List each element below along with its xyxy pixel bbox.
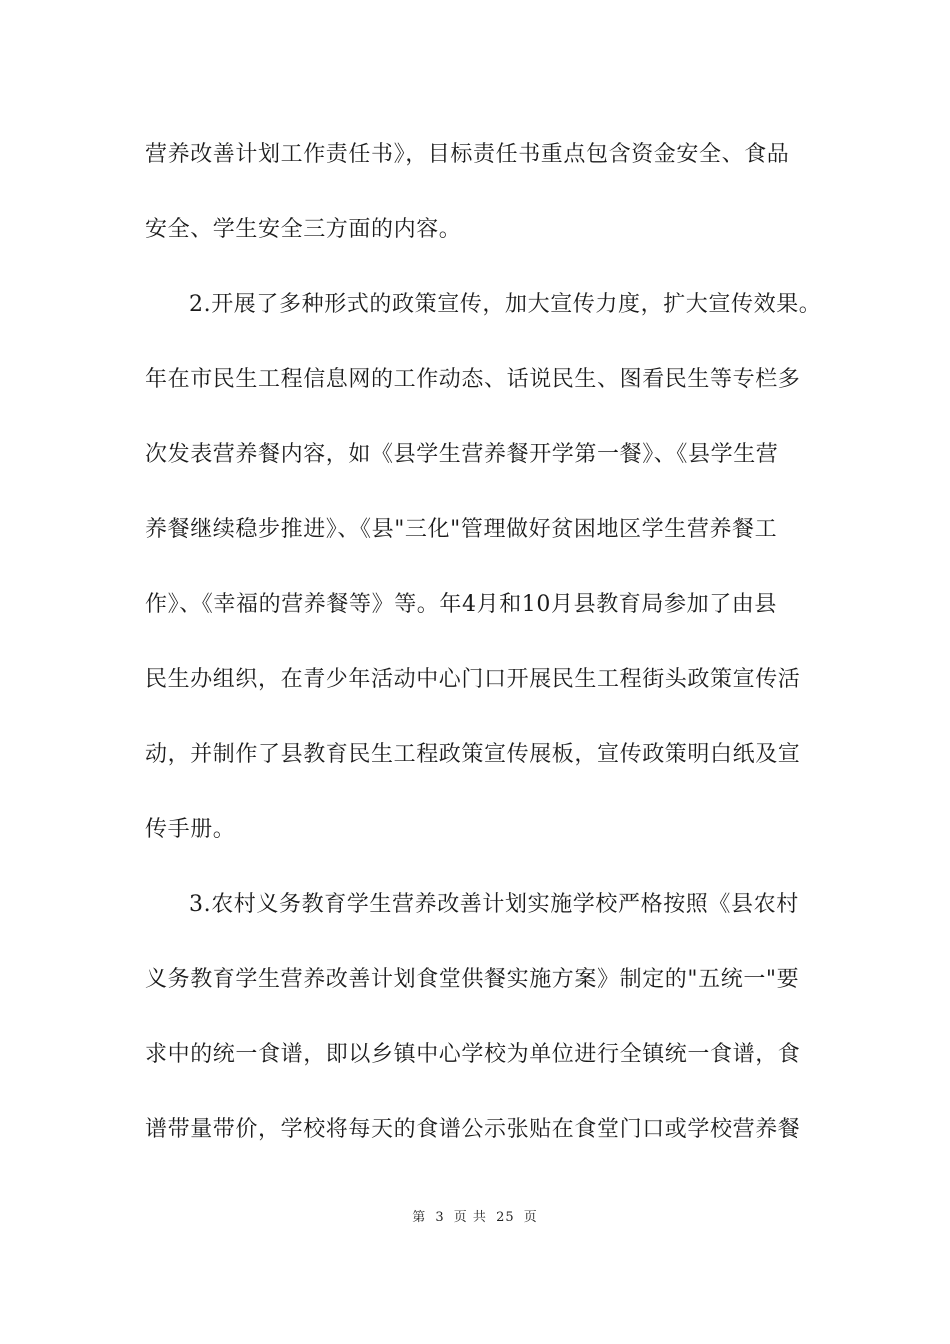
body-line: 作》、《幸福的营养餐等》等。年4月和10月县教育局参加了由县: [145, 592, 777, 617]
body-line: 养餐继续稳步推进》、《县"三化"管理做好贫困地区学生营养餐工: [145, 517, 778, 542]
body-line: 求中的统一食谱，即以乡镇中心学校为单位进行全镇统一食谱，食: [145, 1042, 801, 1067]
paragraph-3-first-line: 3.农村义务教育学生营养改善计划实施学校严格按照《县农村: [189, 892, 799, 917]
footer-prefix: 第: [412, 1210, 427, 1225]
footer-page-number: 3: [435, 1210, 445, 1225]
body-line: 次发表营养餐内容，如《县学生营养餐开学第一餐》、《县学生营: [145, 442, 779, 467]
footer-total-pages: 25: [496, 1210, 515, 1225]
body-line: 营养改善计划工作责任书》，目标责任书重点包含资金安全、食品: [145, 142, 790, 167]
body-line: 民生办组织，在青少年活动中心门口开展民生工程街头政策宣传活: [145, 667, 801, 692]
body-line: 年在市民生工程信息网的工作动态、话说民生、图看民生等专栏多: [145, 367, 801, 392]
body-line: 传手册。: [145, 817, 236, 842]
body-line: 动，并制作了县教育民生工程政策宣传展板，宣传政策明白纸及宣: [145, 742, 801, 767]
page-footer: [0, 1209, 950, 1227]
body-line: 谱带量带价，学校将每天的食谱公示张贴在食堂门口或学校营养餐: [145, 1117, 801, 1142]
body-line: 安全、学生安全三方面的内容。: [145, 217, 462, 242]
footer-suffix: 页: [523, 1210, 538, 1225]
paragraph-2-first-line: 2.开展了多种形式的政策宣传，加大宣传力度，扩大宣传效果。: [189, 292, 822, 317]
body-line: 义务教育学生营养改善计划食堂供餐实施方案》制定的"五统一"要: [145, 967, 800, 992]
footer-middle: 页 共: [453, 1210, 487, 1225]
